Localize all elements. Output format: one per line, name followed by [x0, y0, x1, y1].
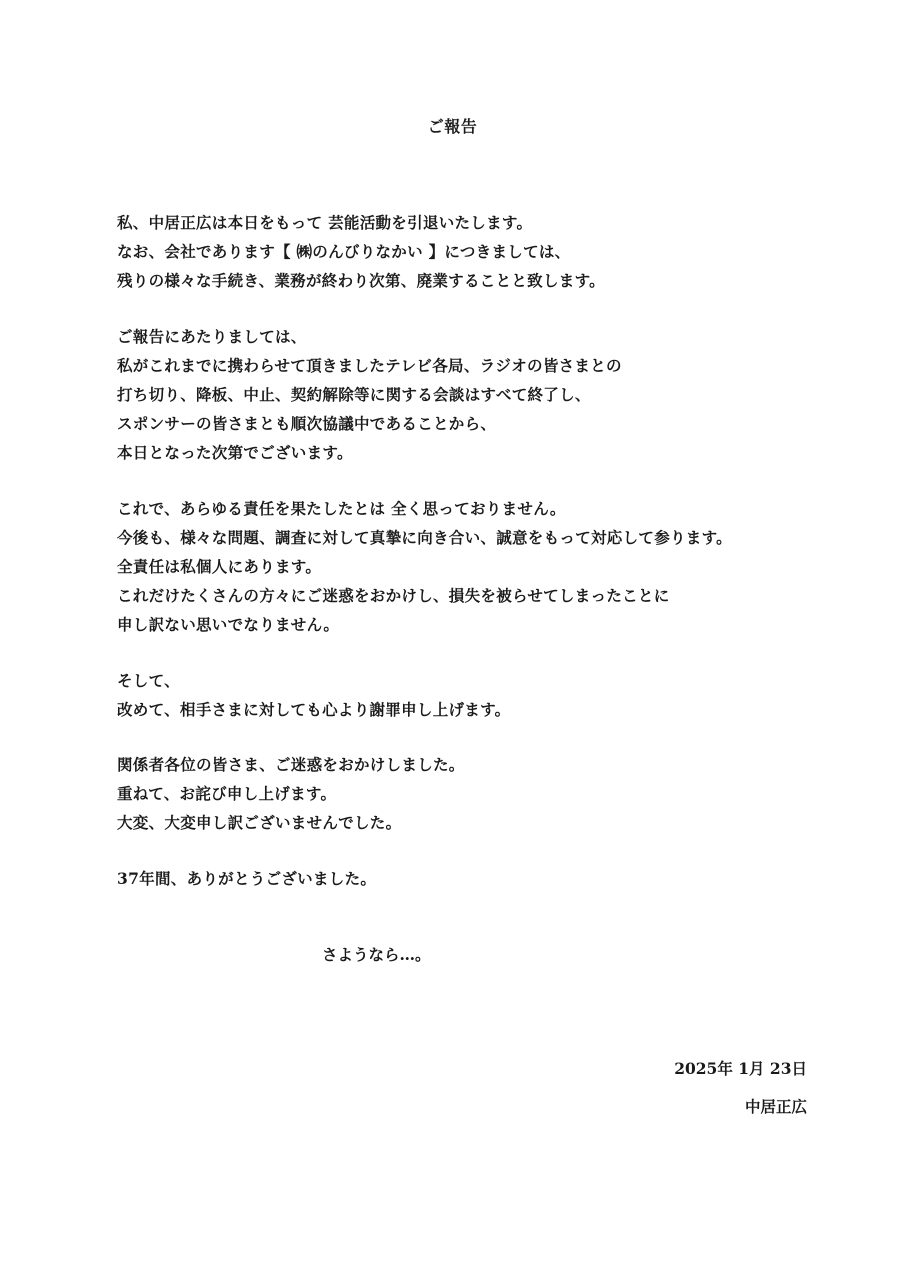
paragraph-stakeholders — [117, 750, 837, 838]
farewell-text: さようなら…。 — [322, 945, 431, 964]
text-line: 大変、大変申し訳ございませんでした。 — [117, 813, 402, 833]
text-line: そして、 — [117, 670, 180, 690]
paragraph-retirement — [117, 208, 837, 296]
signature-block — [674, 1050, 807, 1126]
text-line: 残りの様々な手続き、業務が終わり次第、廃業することと致します。 — [117, 271, 605, 291]
text-line: 全責任は私個人にあります。 — [117, 557, 322, 577]
text-line: 37年間、ありがとうございました。 — [117, 868, 377, 888]
text-line: 今後も、様々な問題、調査に対して真摯に向き合い、誠意をもって対応して参ります。 — [117, 527, 732, 547]
document-date: 2025年 1月 23日 — [674, 1059, 807, 1078]
text-line: 私がこれまでに携わらせて頂きましたテレビ各局、ラジオの皆さまとの — [117, 355, 622, 375]
text-line: 申し訳ない思いでなりません。 — [117, 615, 340, 635]
paragraph-apology — [117, 666, 837, 724]
text-line: なお、会社であります【 ㈱のんびりなかい 】につきましては、 — [117, 242, 571, 262]
document-title: ご報告 — [427, 117, 478, 136]
document-body — [117, 208, 837, 919]
text-line: 本日となった次第でございます。 — [117, 443, 353, 463]
author-name: 中居正広 — [744, 1097, 807, 1116]
paragraph-report — [117, 322, 837, 468]
text-line: 関係者各位の皆さま、ご迷惑をおかけしました。 — [117, 755, 465, 775]
text-line: 打ち切り、降板、中止、契約解除等に関する会談はすべて終了し、 — [117, 385, 591, 405]
text-line: これで、あらゆる責任を果たしたとは 全く思っておりません。 — [117, 498, 566, 518]
text-line: スポンサーの皆さまとも順次協議中であることから、 — [117, 414, 497, 434]
text-line: 改めて、相手さまに対しても心より謝罪申し上げます。 — [117, 699, 511, 719]
text-line: ご報告にあたりましては、 — [117, 326, 307, 346]
paragraph-responsibility — [117, 494, 837, 640]
paragraph-thanks — [117, 864, 837, 893]
text-line: 重ねて、お詫び申し上げます。 — [117, 784, 337, 804]
text-line: これだけたくさんの方々にご迷惑をおかけし、損失を被らせてしまったことに — [117, 586, 670, 606]
text-line: 私、中居正広は本日をもって 芸能活動を引退いたします。 — [117, 213, 533, 232]
